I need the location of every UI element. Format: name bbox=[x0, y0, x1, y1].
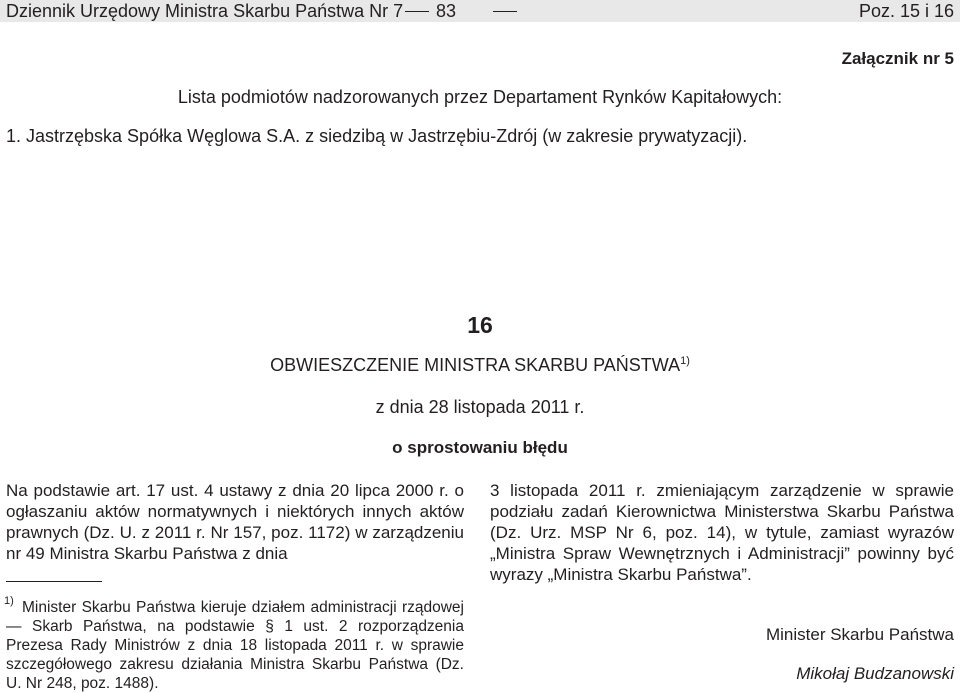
page-number-dash-left bbox=[405, 11, 429, 12]
signer-name: Mikołaj Budzanowski bbox=[796, 664, 954, 683]
announcement-title bbox=[0, 355, 960, 376]
announcement-title-text: OBWIESZCZENIE MINISTRA SKARBU PAŃSTWA bbox=[270, 355, 681, 375]
announcement-number: 16 bbox=[467, 312, 493, 338]
announcement-date: z dnia 28 listopada 2011 r. bbox=[375, 397, 585, 417]
position-reference: Poz. 15 i 16 bbox=[858, 1, 954, 21]
journal-title: Dziennik Urzędowy Ministra Skarbu Państwa Nr 7 bbox=[6, 1, 404, 21]
footnote-separator bbox=[6, 581, 102, 582]
announcement-subject: o sprostowaniu błędu bbox=[392, 438, 568, 457]
body-text-right-column: 3 listopada 2011 r. zmieniającym zarządzenie w sprawie podziału zadań Kierownictwa Ministerstwa Skarbu Państwa (Dz. Urz. MSP Nr 6, poz. 14), w tytule, zamiast wyrazów „Ministra Spraw Wewnętrznych i Administracji” powinny być wyrazy „Ministra Skarbu Państwa”. bbox=[490, 481, 954, 584]
signer-title: Minister Skarbu Państwa bbox=[765, 625, 954, 644]
list-item: 1. Jastrzębska Spółka Węglowa S.A. z siedzibą w Jastrzębiu-Zdrój (w zakresie prywatyzacji). bbox=[6, 126, 748, 146]
body-text-left-column: Na podstawie art. 17 ust. 4 ustawy z dnia 20 lipca 2000 r. o ogłaszaniu aktów normatywnych i niektórych innych aktów prawnych (Dz. U. z 2011 r. Nr 157, poz. 1172) w zarządzeniu nr 49 Ministra Skarbu Państwa z dnia bbox=[6, 481, 464, 563]
page-number-dash-right bbox=[493, 11, 517, 12]
footnote-mark: 1) bbox=[4, 595, 14, 607]
list-title: Lista podmiotów nadzorowanych przez Departament Rynków Kapitałowych: bbox=[177, 87, 783, 107]
attachment-label: Załącznik nr 5 bbox=[841, 49, 954, 68]
page-number: 83 bbox=[436, 1, 457, 21]
footnote-reference: 1) bbox=[680, 355, 690, 367]
footnote bbox=[6, 598, 464, 693]
page-header bbox=[0, 0, 960, 22]
footnote-text: Minister Skarbu Państwa kieruje działem administracji rządowej — Skarb Państwa, na podstawie § 1 ust. 2 rozporządzenia Prezesa Rady Ministrów z dnia 18 listopada 2011 r. w sprawie szczegółowego zakresu działania Ministra Skarbu Państwa (Dz. U. Nr 248, poz. 1488). bbox=[6, 599, 464, 692]
